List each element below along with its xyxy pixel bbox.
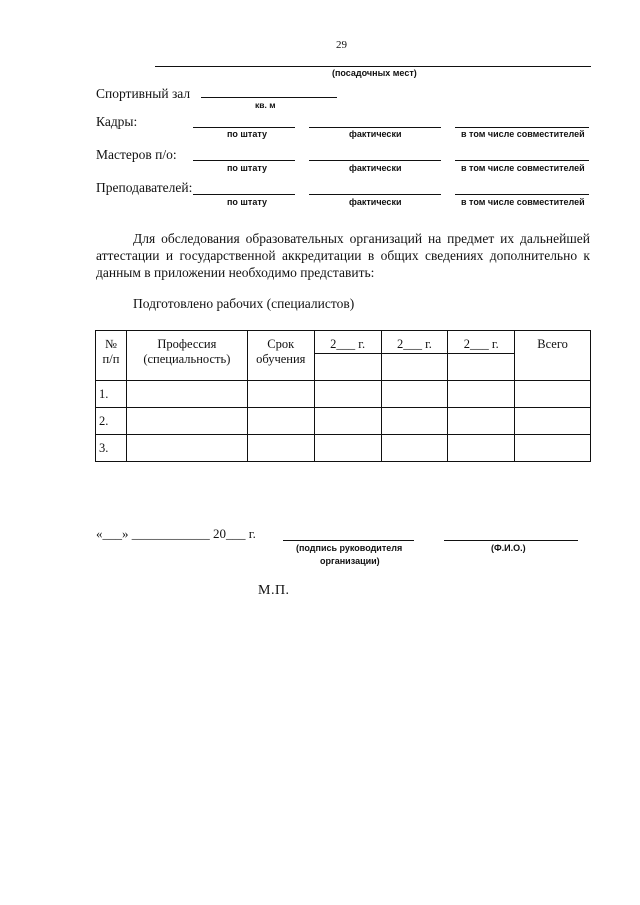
table-row (96, 408, 591, 435)
masters-actual-caption: фактически (349, 163, 402, 173)
staff-label-masters: Мастеров п/о: (96, 147, 177, 162)
masters-by-staff-caption: по штату (227, 163, 267, 173)
cadres-by-staff-caption: по штату (227, 129, 267, 139)
gym-unit: кв. м (255, 100, 276, 110)
cell-year-3[interactable] (448, 381, 515, 408)
masters-part-timers-line[interactable] (455, 160, 589, 161)
trained-heading: Подготовлено рабочих (специалистов) (133, 296, 355, 311)
row-number: 1. (96, 381, 127, 408)
staff-label-cadres: Кадры: (96, 114, 138, 129)
row-number: 2. (96, 408, 127, 435)
cadres-by-staff-line[interactable] (193, 127, 295, 128)
cell-year-1[interactable] (314, 381, 381, 408)
cell-profession[interactable] (126, 408, 247, 435)
teachers-by-staff-line[interactable] (193, 194, 295, 195)
cell-profession[interactable] (126, 381, 247, 408)
signature-caption-line2: организации) (320, 556, 380, 566)
cadres-part-timers-caption: в том числе совместителей (461, 129, 585, 139)
cadres-part-timers-line[interactable] (455, 127, 589, 128)
table-row (96, 381, 591, 408)
cell-year-2[interactable] (381, 435, 448, 462)
date-template[interactable]: «___» ____________ 20___ г. (96, 526, 256, 541)
teachers-by-staff-caption: по штату (227, 197, 267, 207)
intro-paragraph: Для обследования образовательных организаций на предмет их дальнейшей аттестации и государственной аккредитации в общих сведениях дополнительно к данным в приложении необходимо представить: (96, 231, 590, 280)
seats-line (155, 66, 591, 67)
header-profession: Профессия (специальность) (126, 331, 247, 381)
teachers-actual-caption: фактически (349, 197, 402, 207)
cadres-actual-line[interactable] (309, 127, 441, 128)
masters-part-timers-caption: в том числе совместителей (461, 163, 585, 173)
header-year-3: 2___ г. (448, 331, 515, 354)
cell-year-3[interactable] (448, 408, 515, 435)
masters-actual-line[interactable] (309, 160, 441, 161)
signature-caption-line1: (подпись руководителя (296, 543, 403, 553)
cell-year-2[interactable] (381, 408, 448, 435)
header-year-1: 2___ г. (314, 331, 381, 354)
gym-label: Спортивный зал (96, 86, 191, 101)
staff-label-teachers: Преподавателей: (96, 180, 193, 195)
header-year-2: 2___ г. (381, 331, 448, 354)
cell-term[interactable] (247, 408, 314, 435)
page-number: 29 (336, 39, 347, 51)
cell-year-1[interactable] (314, 435, 381, 462)
teachers-actual-line[interactable] (309, 194, 441, 195)
signature-line[interactable] (283, 540, 414, 541)
header-number: № п/п (96, 331, 127, 381)
teachers-part-timers-caption: в том числе совместителей (461, 197, 585, 207)
seats-caption: (посадочных мест) (332, 68, 417, 78)
cell-year-2[interactable] (381, 381, 448, 408)
gym-area-line[interactable] (201, 97, 337, 98)
cell-term[interactable] (247, 381, 314, 408)
name-line[interactable] (444, 540, 578, 541)
cell-year-1[interactable] (314, 408, 381, 435)
teachers-part-timers-line[interactable] (455, 194, 589, 195)
table-row (96, 435, 591, 462)
cell-total[interactable] (515, 435, 591, 462)
masters-by-staff-line[interactable] (193, 160, 295, 161)
cadres-actual-caption: фактически (349, 129, 402, 139)
header-total: Всего (515, 331, 591, 381)
name-caption: (Ф.И.О.) (491, 543, 526, 553)
cell-year-3[interactable] (448, 435, 515, 462)
header-term: Срок обучения (247, 331, 314, 381)
cell-total[interactable] (515, 381, 591, 408)
row-number: 3. (96, 435, 127, 462)
stamp-place: М.П. (258, 583, 290, 598)
year-1-subcell[interactable] (314, 354, 381, 381)
cell-term[interactable] (247, 435, 314, 462)
cell-profession[interactable] (126, 435, 247, 462)
cell-total[interactable] (515, 408, 591, 435)
year-2-subcell[interactable] (381, 354, 448, 381)
trained-workers-table (95, 330, 591, 462)
year-3-subcell[interactable] (448, 354, 515, 381)
